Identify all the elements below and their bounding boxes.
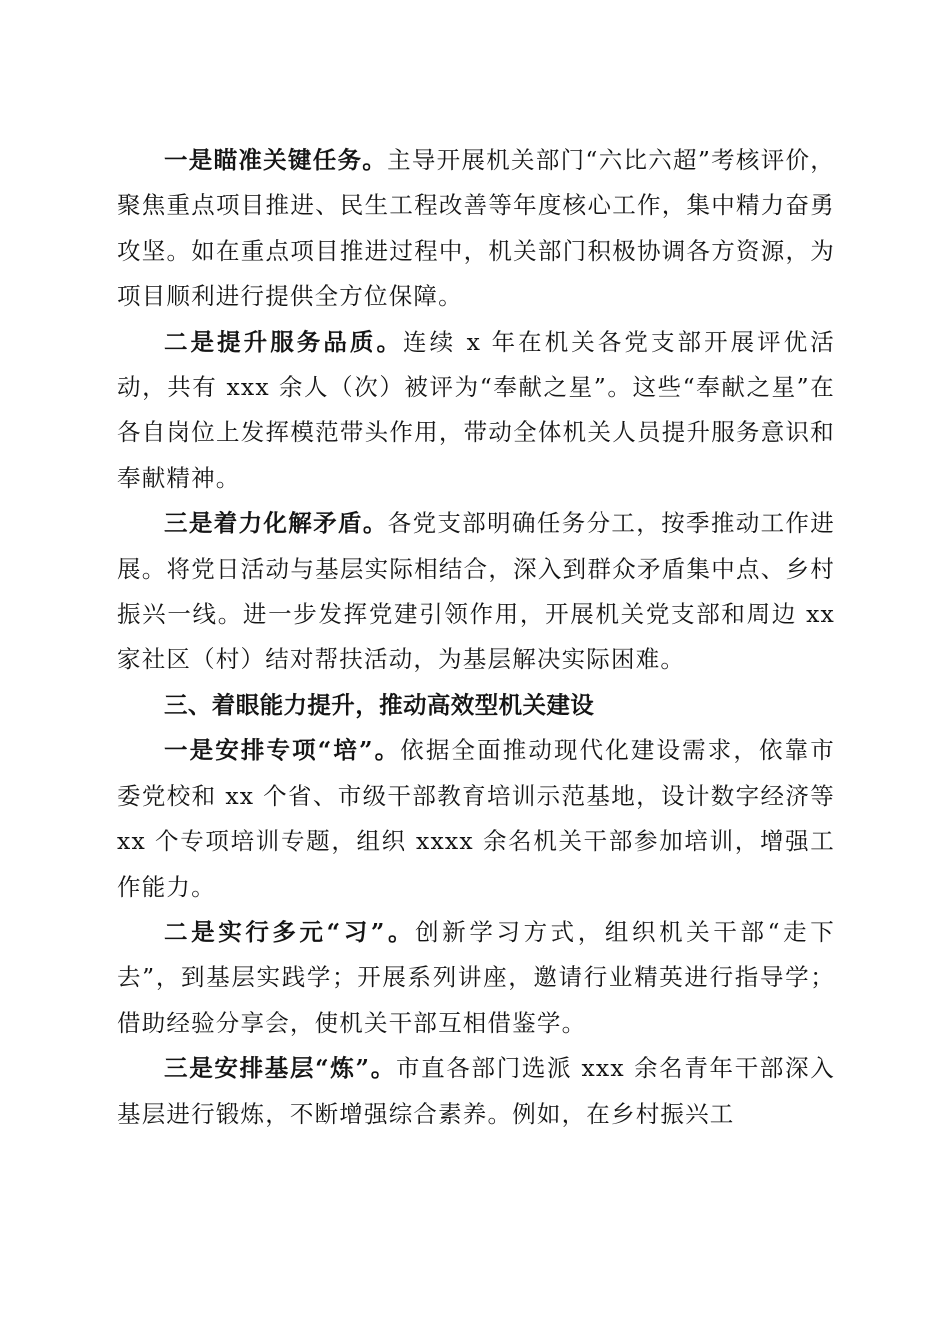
paragraph-text: 各党支部明确任务分工，按季推动工作进展。将党日活动与基层实际相结合，深入到群众矛盾集中点、乡村振兴一线。进一步发挥党建引领作用，开展机关党支部和周边 xx 家社区（村）结对帮扶活动，为基层解决实际困难。 bbox=[117, 509, 835, 674]
document-body bbox=[117, 138, 835, 1137]
paragraph-text: 市直各部门选派 xxx 余名青年干部深入基层进行锻炼，不断增强综合素养。例如，在乡村振兴工 bbox=[117, 1054, 835, 1128]
paragraph-text: 依据全面推动现代化建设需求，依靠市委党校和 xx 个省、市级干部教育培训示范基地，设计数字经济等 xx 个专项培训专题，组织 xxxx 余名机关干部参加培训，增强工作能力。 bbox=[117, 736, 835, 901]
paragraph-lead: 三是安排基层“炼”。 bbox=[164, 1054, 396, 1083]
paragraph-text: 主导开展机关部门“六比六超”考核评价，聚焦重点项目推进、民生工程改善等年度核心工作，集中精力奋勇攻坚。如在重点项目推进过程中，机关部门积极协调各方资源，为项目顺利进行提供全方位保障。 bbox=[117, 146, 835, 311]
paragraph-lead: 一是安排专项“培”。 bbox=[164, 736, 401, 765]
paragraph-lead: 二是提升服务品质。 bbox=[164, 327, 404, 356]
section-heading: 三、着眼能力提升，推动高效型机关建设 bbox=[164, 690, 595, 719]
paragraph-text: 创新学习方式，组织机关干部“走下去”，到基层实践学；开展系列讲座，邀请行业精英进行指导学；借助经验分享会，使机关干部互相借鉴学。 bbox=[117, 917, 835, 1037]
paragraph-lead: 一是瞄准关键任务。 bbox=[164, 146, 388, 174]
paragraph-lead: 二是实行多元“习”。 bbox=[164, 917, 416, 946]
paragraph-lead: 三是着力化解矛盾。 bbox=[164, 509, 388, 538]
paragraph-grassroots-practice bbox=[117, 1046, 835, 1137]
paragraph-diverse-learning bbox=[117, 910, 835, 1046]
paragraph-special-training bbox=[117, 728, 835, 910]
paragraph-service-quality bbox=[117, 320, 835, 502]
paragraph-key-tasks bbox=[117, 138, 835, 320]
paragraph-text: 连续 x 年在机关各党支部开展评优活动，共有 xxx 余人（次）被评为“奉献之星”。这些“奉献之星”在各自岗位上发挥模范带头作用，带动全体机关人员提升服务意识和奉献精神。 bbox=[117, 327, 835, 492]
paragraph-resolve-conflicts bbox=[117, 501, 835, 683]
